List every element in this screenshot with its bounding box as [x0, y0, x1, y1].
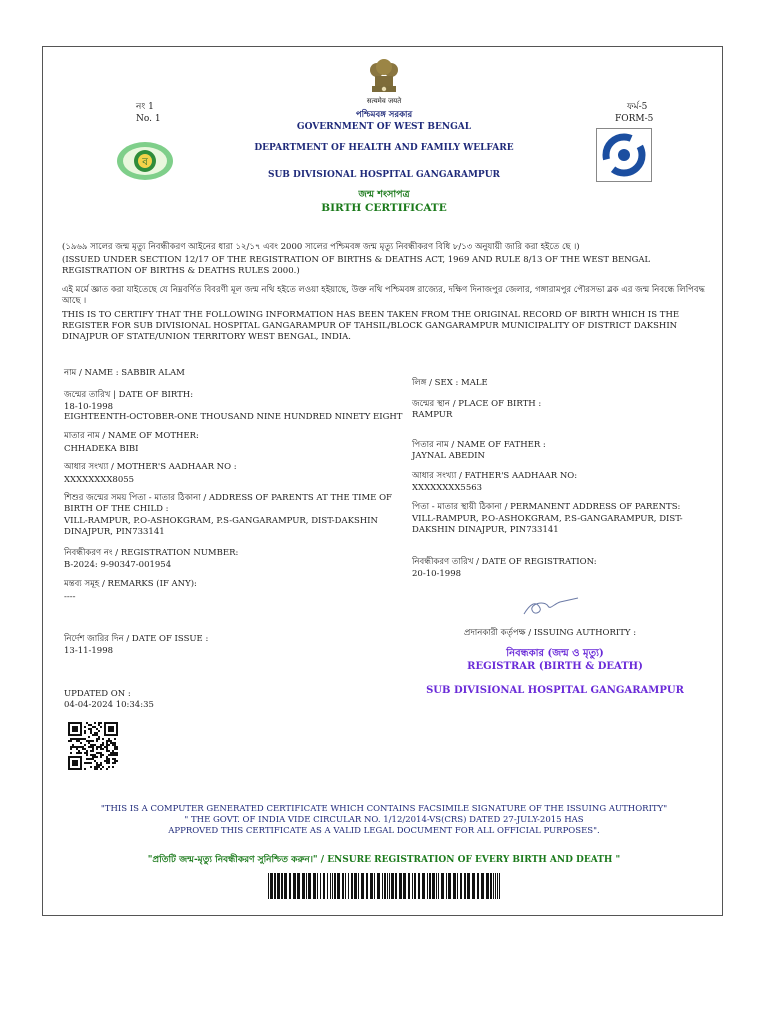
slogan-bn: "প্রতিটি জন্ম-মৃত্যু নিবন্ধীকরণ সুনিশ্চিত করুন।"	[147, 855, 318, 865]
mother-aadhaar-label: আধার সংখ্যা / MOTHER'S AADHAAR NO :	[64, 462, 237, 472]
remarks-value: ----	[64, 592, 76, 602]
slogan	[62, 852, 706, 867]
father-name-value: JAYNAL ABEDIN	[412, 451, 485, 461]
footer-note-line2: " THE GOVT. OF INDIA VIDE CIRCULAR NO. 1/12/2014-VS(CRS) DATED 27-JULY-2015 HAS	[184, 815, 584, 825]
updated-on-value: 04-04-2024 10:34:35	[64, 700, 154, 710]
footer-note-line1: "THIS IS A COMPUTER GENERATED CERTIFICATE WHICH CONTAINS FACSIMILE SIGNATURE OF THE ISSUING AUTHORITY"	[100, 804, 668, 814]
issuing-authority-label: প্রদানকারী কর্তৃপক্ষ / ISSUING AUTHORITY :	[464, 628, 637, 638]
slogan-en: / ENSURE REGISTRATION OF EVERY BIRTH AND DEATH "	[317, 855, 621, 865]
emblem-caption: सत्यमेव जयते	[366, 97, 402, 105]
child-name: নাম / NAME : SABBIR ALAM	[64, 368, 185, 378]
mother-name-label: মাতার নাম / NAME OF MOTHER:	[64, 431, 199, 441]
address-at-birth-label: শিশুর জন্মের সময় পিতা - মাতার ঠিকানা / ADDRESS OF PARENTS AT THE TIME OF BIRTH OF THE CHILD :	[64, 493, 392, 514]
registration-date-value: 20-10-1998	[412, 569, 462, 579]
date-of-issue-value: 13-11-1998	[64, 646, 114, 656]
issued-under-en: (ISSUED UNDER SECTION 12/17 OF THE REGISTRATION OF BIRTHS & DEATHS ACT, 1969 AND RULE 8/13 OF THE WEST BENGAL REGISTRATION OF BIRTHS & DEATHS RULES 2000.)	[62, 255, 651, 276]
father-aadhaar-value: XXXXXXXX5563	[412, 483, 483, 493]
national-emblem-icon	[362, 52, 406, 96]
sex: লিঙ্গ / SEX : MALE	[412, 378, 488, 388]
registration-number-value: B-2024: 9-90347-001954	[64, 560, 172, 570]
date-of-issue-label: নির্দেশ জারির দিন / DATE OF ISSUE :	[64, 634, 209, 644]
footer-note-line3: APPROVED THIS CERTIFICATE AS A VALID LEGAL DOCUMENT FOR ALL OFFICIAL PURPOSES".	[168, 826, 600, 836]
government-bn: পশ্চিমবঙ্গ সরকার	[355, 110, 413, 120]
crs-logo-icon	[596, 128, 652, 182]
certify-statement-bn: এই মর্মে জ্ঞাত করা যাইতেছে যে নিম্নবর্ণিত বিবরণী মূল জন্ম নথি হইতে লওয়া হইয়াছে, উক্ত নথি পশ্চিমবঙ্গ রাজ্যের, দক্ষিণ দিনাজপুর জেলার, গঙ্গারামপুর পৌরসভা ব্লক এর জন্ম নিবন্ধে লিপিবদ্ধ আছে ।	[62, 285, 705, 306]
registrar-title-bn: নিবন্ধকার (জন্ম ও মৃত্যু)	[506, 648, 604, 659]
father-aadhaar-label: আধার সংখ্যা / FATHER'S AADHAAR NO:	[412, 471, 578, 481]
certificate-title-bn: জন্ম শংসাপত্র	[358, 189, 410, 200]
permanent-address-label: পিতা - মাতার স্থায়ী ঠিকানা / PERMANENT ADDRESS OF PARENTS:	[412, 502, 681, 512]
qr-code-icon	[68, 722, 118, 770]
form-number-en: FORM-5	[615, 114, 654, 124]
mother-name-value: CHHADEKA BIBI	[64, 444, 139, 454]
west-bengal-logo-icon	[114, 140, 176, 182]
hospital-title: SUB DIVISIONAL HOSPITAL GANGARAMPUR	[267, 170, 501, 180]
updated-on-label: UPDATED ON :	[64, 689, 131, 699]
svg-text:ব: ব	[142, 157, 148, 168]
registration-number-label: নিবন্ধীকরণ নং / REGISTRATION NUMBER:	[64, 548, 239, 558]
signature-icon	[520, 594, 582, 620]
mother-aadhaar-value: XXXXXXXX8055	[64, 475, 135, 485]
dob-label: জন্মের তারিখ | DATE OF BIRTH:	[64, 390, 194, 400]
government-title: GOVERNMENT OF WEST BENGAL	[296, 122, 472, 132]
registrar-title: REGISTRAR (BIRTH & DEATH)	[467, 661, 643, 672]
certificate-title: BIRTH CERTIFICATE	[321, 202, 447, 214]
registration-date-label: নিবন্ধীকরণ তারিখ / DATE OF REGISTRATION:	[412, 557, 597, 567]
place-of-birth-value: RAMPUR	[412, 410, 453, 420]
remarks-label: মন্তব্য সমূহ / REMARKS (IF ANY):	[64, 579, 197, 589]
barcode-icon	[266, 873, 504, 899]
form-number-bn: ফর্ম-5	[627, 102, 648, 112]
father-name-label: পিতার নাম / NAME OF FATHER :	[412, 440, 546, 450]
department-title: DEPARTMENT OF HEALTH AND FAMILY WELFARE	[254, 143, 514, 153]
issued-under-bn: (১৯৬৯ সালের জন্ম মৃত্যু নিবন্ধীকরণ আইনের ধারা ১২/১৭ এবং 2000 সালের পশ্চিমবঙ্গ জন্ম মৃত্যু নিবন্ধীকরণ বিধি ৮/১৩ অনুযায়ী জারি করা হইতে ছে ।)	[62, 242, 580, 252]
place-of-birth-label: জন্মের স্থান / PLACE OF BIRTH :	[412, 399, 542, 409]
certify-statement-en: THIS IS TO CERTIFY THAT THE FOLLOWING INFORMATION HAS BEEN TAKEN FROM THE ORIGINAL RECORD OF BIRTH WHICH IS THE REGISTER FOR SUB DIVISIONAL HOSPITAL GANGARAMPUR OF TAHSIL/BLOCK GANGARAMPUR MUNICIPALITY OF DISTRICT DAKSHIN DINAJPUR OF STATE/UNION TERRITORY WEST BENGAL, INDIA.	[62, 310, 680, 342]
dob-value: 18-10-1998	[64, 402, 114, 412]
dob-words: EIGHTEENTH-OCTOBER-ONE THOUSAND NINE HUNDRED NINETY EIGHT	[64, 412, 403, 422]
authority-hospital: SUB DIVISIONAL HOSPITAL GANGARAMPUR	[426, 685, 684, 696]
permanent-address-value: VILL-RAMPUR, P.O-ASHOKGRAM, P.S-GANGARAMPUR, DIST-DAKSHIN DINAJPUR, PIN733141	[412, 514, 683, 535]
address-at-birth-value: VILL-RAMPUR, P.O-ASHOKGRAM, P.S-GANGARAMPUR, DIST-DAKSHIN DINAJPUR, PIN733141	[64, 516, 378, 537]
cert-number-en: No. 1	[136, 114, 161, 124]
cert-number-bn: নং 1	[136, 102, 154, 112]
